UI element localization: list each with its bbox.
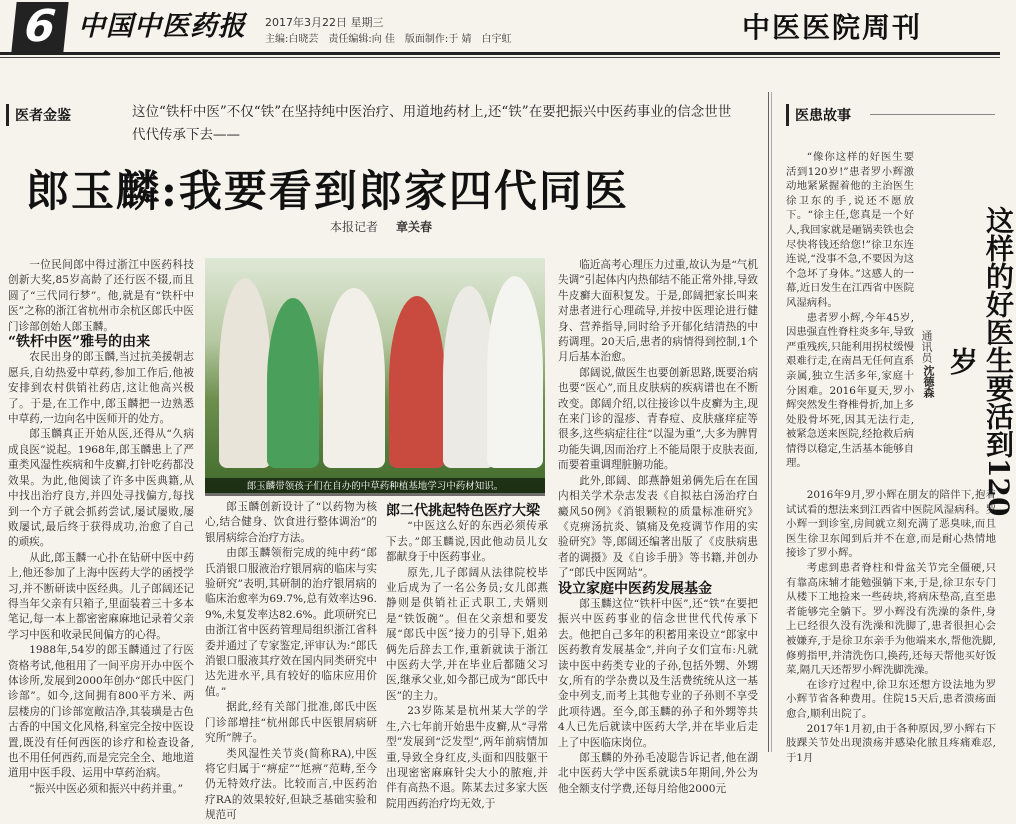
paragraph: 原先,儿子郎阔从法律院校毕业后成为了一名公务员;女儿郎燕静则是供销社正式职工,夫婿则是“铁饭碗”。但在父亲想和要发展“郎氏中医”接力的引导下,姐弟俩先后辞去工作,重新就读于浙江中医药大学,并在毕业后都随父习医,继承父业,如今都已成为“郎氏中医”的主力。 <box>386 566 548 702</box>
paragraph: “像你这样的好医生要活到120岁!”患者罗小辉激动地紧紧握着他的主治医生徐卫东的手,说还不愿放下。“徐主任,您真是一个好人,我回家就是砸锅卖铁也会尽快将钱还给您!”徐卫东连连说,“没事不急,不要因为这个急坏了身体。”这感人的一幕,近日发生在江西省中医院风湿病科。 <box>786 151 914 309</box>
newspaper-name: 中国中医药报 <box>78 11 246 42</box>
column-divider <box>771 92 772 752</box>
paragraph: 患者罗小辉,今年45岁,因患强直性脊柱炎多年,导致严重残疾,只能利用拐杖缓慢艰难行走,在南昌无任何直系亲属,独立生活多年,家庭十分困难。2016年夏天,罗小辉突然发生脊椎骨折,加上多处股骨坏死,因其无法行走,被紧急送来医院,经抢救后病情得以稳定,生活基本能够自理。 <box>786 311 914 470</box>
photo-caption: 郎玉麟带领孩子们在自办的中草药种植基地学习中药材知识。 <box>205 478 545 496</box>
story-byline <box>330 218 432 235</box>
article-column-3 <box>386 503 548 810</box>
article-column-2 <box>205 500 377 822</box>
page-number: 6 <box>11 2 68 52</box>
story-deck: 这位“铁杆中医”不仅“铁”在坚持纯中医治疗、用道地药材上,还“铁”在要把振兴中医药事业的信念世世代代传承下去—— <box>132 104 732 143</box>
paragraph: 23岁陈某是杭州某大学的学生,六七年前开始患牛皮癣,从“寻常型”发展到“泛发型”,两年前病情加重,导致全身红皮,头面和四肢躯干出现密密麻麻针尖大小的脓疱,并伴有高热不退。陈某去过多家大医院用西药治疗均无效,于 <box>386 705 548 810</box>
paragraph: 临近高考心理压力过重,故认为是“气机失调”引起体内内热郁结不能正常外排,导致牛皮癣大面积复发。于是,郎阔把家长叫来对患者进行心理疏导,并按中医理论进行健身、营养指导,同时给予开郁化结清热的中药调理。20天后,患者的病情得到控制,1个月后基本治愈。 <box>558 259 758 364</box>
column-tag: 医患故事 <box>786 104 857 126</box>
staff-line: 主编:白晓芸 责任编辑:向 佳 版面制作:于 婧 白宇虹 <box>265 34 512 45</box>
paragraph: 郎玉麟的外孙毛凌聪告诉记者,他在湖北中医药大学中医系就读5年期间,外公为他全额支付学费,还每月给他2000元 <box>558 752 758 795</box>
article-column-4 <box>558 258 758 795</box>
photo-person <box>389 296 445 468</box>
subheading: “铁杆中医”雅号的由来 <box>8 334 151 351</box>
right-column-bottom <box>786 488 996 764</box>
paragraph: “振兴中医必须和振兴中药并重。” <box>29 782 184 795</box>
paragraph: 郎玉麟这位“铁杆中医”,还“铁”在要把振兴中医药事业的信念世世代代传承下去。他把自己多年的积蓄用来设立“郎家中医药教育发展基金”,并向子女们宣布:凡就读中医中药类专业的子孙,包括外甥、外甥女,所有的学杂费以及生活费统统从这一基金中列支,而考上其他专业的子孙则不享受此项待遇。至今,郎玉麟的孙子和外甥等共4人已先后就读中医药大学,并在毕业后走上了中医临床岗位。 <box>558 597 758 749</box>
masthead-rule <box>0 52 1000 55</box>
subheading: 郎二代挑起特色医疗大梁 <box>386 503 540 519</box>
section-title: 中医医院周刊 <box>742 11 923 44</box>
paragraph: 从此,郎玉麟一心扑在钻研中医中药上,他还参加了上海中医药大学的函授学习,并不断研读中医经典。儿子郎阔还记得当年父亲有只箱子,里面装着三十多本笔记,每一本上都密密麻麻地记录着父亲学习中医和收录民间偏方的心得。 <box>8 551 194 641</box>
paragraph: 郎玉麟真正开始从医,还得从“久病成良医”说起。1968年,郎玉麟患上了严重类风湿性疾病和牛皮癣,打针吃药都没效果。为此,他阅读了许多中医典籍,从中找出治疗良方,并四处寻找偏方,每找到一个方子就会抓药尝试,屡试屡败,屡败屡试,最后终于获得成功,治愈了自己的顽疾。 <box>8 428 194 549</box>
paragraph: 在诊疗过程中,徐卫东还想方设法地为罗小辉节省各种费用。住院15天后,患者溃疡面愈合,顺利出院了。 <box>786 678 996 720</box>
paragraph: 2016年9月,罗小辉在朋友的陪伴下,抱着试试看的想法来到江西省中医院风湿病科。罗小辉一到诊室,房间就立刻充满了恶臭味,而且医生徐卫东闻到后并不在意,而是耐心热情地接诊了罗小辉。 <box>786 489 996 560</box>
paragraph: 据此,经有关部门批准,郎氏中医门诊部增挂“杭州郎氏中医银屑病研究所”牌子。 <box>205 701 377 745</box>
vertical-headline: 这样的好医生要活到120岁 <box>946 205 1015 517</box>
photo-person <box>487 276 543 468</box>
paragraph: 一位民间郎中得过浙江中医药科技创新大奖,85岁高龄了还行医不辍,而且圆了“三代同行梦”。他,就是有“铁杆中医”之称的浙江省杭州市余杭区郎氏中医门诊部创始人郎玉麟。 <box>8 259 194 333</box>
byline-name: 章关春 <box>396 220 433 234</box>
paragraph: “中医这么好的东西必须传承下去。”郎玉麟说,因此他动员儿女都献身于中医药事业。 <box>386 520 548 564</box>
byline-label: 本报记者 <box>330 220 379 234</box>
photo-person <box>219 278 271 468</box>
paragraph: 郎阔说,做医生也要创新思路,既要治病也要“医心”,而且皮肤病的疾病谱也在不断改变。郎阔介绍,以往接诊以牛皮癣为主,现在来门诊的湿疹、青春痘、皮肤瘙痒症等很多,这些病症往往“以湿为重”,大多为脾胃功能失调,因而治疗上不能局限于皮肤表面,而要着重调理脏腑功能。 <box>558 366 758 472</box>
paragraph: 由郎玉麟领衔完成的纯中药“郎氏消银口服液治疗银屑病的临床与实验研究”表明,其研制的治疗银屑病的临床治愈率为69.7%,总有效率达96.9%,未复发率达82.6%。此项研究已由浙江省中医药管理局组织浙江省科委并通过了专家鉴定,评审认为:“郎氏消银口服液其疗效在国内同类研究中达先进水平,具有较好的临床应用价值。” <box>205 547 377 698</box>
story-headline: 郎玉麟:我要看到郎家四代同医 <box>26 167 629 217</box>
subheading: 设立家庭中医药发展基金 <box>558 580 712 597</box>
paragraph: 类风湿性关节炎(简称RA),中医将它归属于“痹症”“尪痹”范畴,至今仍无特效疗法。比较而言,中医药治疗RA的效果较好,但缺乏基础实验和规范可 <box>205 747 377 822</box>
column-tag: 医者金鉴 <box>6 104 77 126</box>
column-divider <box>768 92 769 752</box>
article-column-1 <box>8 258 194 795</box>
byline-name: 沈德森 <box>922 365 935 398</box>
issue-date: 2017年3月22日 星期三 <box>265 16 384 29</box>
photo-person <box>267 298 319 468</box>
tag-rule <box>870 114 995 115</box>
paragraph: 此外,郎阔、郎燕静姐弟俩先后在在国内相关学术杂志发表《自拟祛白汤治疗白癜风50例》《消银颗粒的质量标准研究》《克痹汤抗炎、镇痛及免疫调节作用的实验研究》等,郎阔还编著出版了《皮肤病患者的调摄》及《自诊手册》等书籍,并创办了“郎氏中医网站”。 <box>558 474 758 580</box>
paragraph: 考虑到患者脊柱和骨盆关节完全僵硬,只有靠高床辅才能勉强躺下来,于是,徐卫东专门从楼下工地捡来一些砖块,将病床垫高,直至患者能够完全躺下。罗小辉没有洗澡的条件,身上已经很久没有洗澡和洗脚了,患者很担心会被嫌弃,于是徐卫东亲手为他端来水,帮他洗脚,修剪指甲,并清洗伤口,换药,还每天帮他买好饭菜,隔几天还帮罗小辉洗脚洗澡。 <box>786 561 996 677</box>
paragraph: 2017年1月初,由于各种原因,罗小辉右下肢踝关节处出现溃疡并感染化脓且疼痛难忍,于1月 <box>786 722 996 764</box>
right-column-top <box>786 150 914 486</box>
paragraph: 1988年,54岁的郎玉麟通过了行医资格考试,他租用了一间平房开办中医个体诊所,发展到2000年创办“郎氏中医门诊部”。如今,这间拥有800平方米、两层楼房的门诊部宽敞洁净,其装璜是古色古香的中国文化风格,科室完全按中医设置,既没有任何西医的诊疗和检查设备,也不用任何西药,而是完完全全、地地道道用中医手段、运用中草药治病。 <box>8 644 194 780</box>
paragraph: 农民出身的郎玉麟,当过抗美援朝志愿兵,自幼热爱中草药,参加工作后,他被安排到农村供销社药店,这让他高兴极了。于是,在工作中,郎玉麟把一边熟悉中草药,一边向名中医师开的处方。 <box>8 351 194 426</box>
paragraph: 郎玉麟创新设计了“以药物为核心,结合健身、饮食进行整体调治”的银屑病综合治疗方法。 <box>205 501 377 544</box>
masthead-rule-thin <box>0 57 1000 58</box>
photo-person <box>323 288 385 468</box>
story-photo <box>205 258 545 493</box>
byline-label: 通讯员 <box>920 330 933 363</box>
